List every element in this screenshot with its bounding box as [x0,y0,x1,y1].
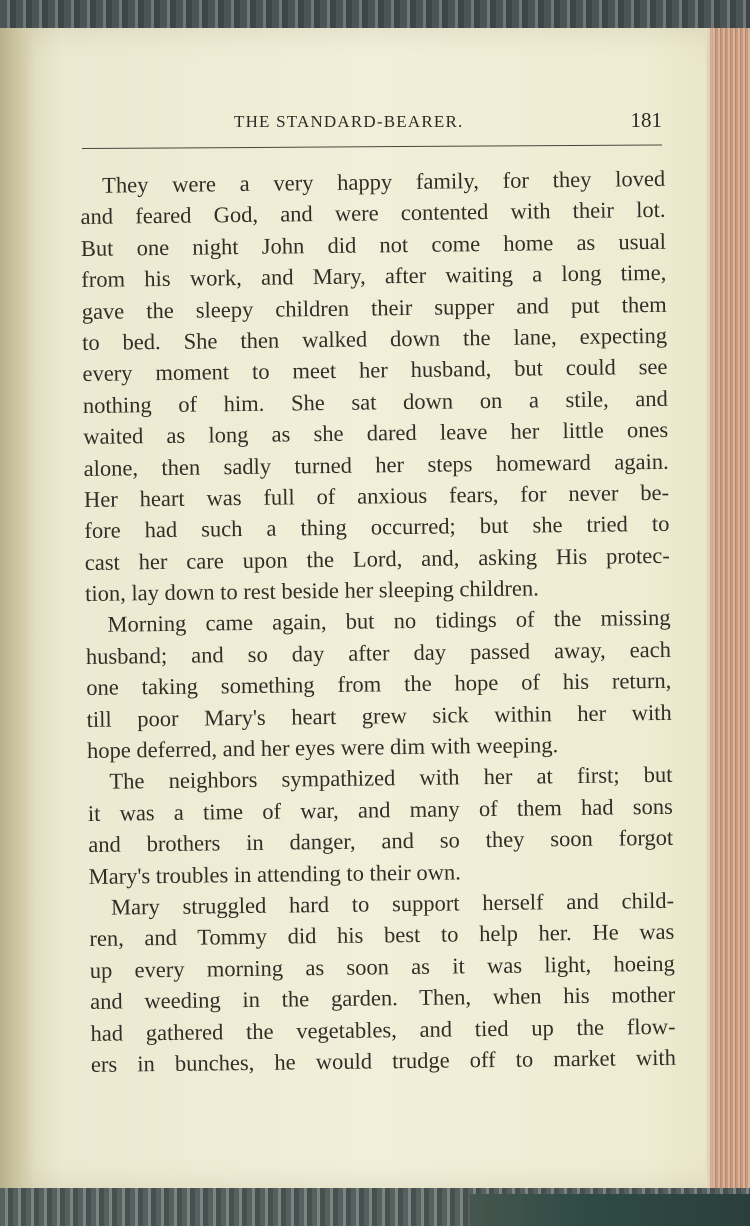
body-text [80,163,676,1080]
text-line: it was a time of war, and many of them had sons [87,793,673,826]
text-line: nothing of him. She sat down on a stile, and [82,385,668,418]
page-number: 181 [630,108,662,132]
text-line: alone, then sadly turned her steps homeward again. [83,448,669,481]
text-line: tion, lay down to rest beside her sleeping children. [85,575,539,607]
text-line: and weeding in the garden. Then, when his mother [90,981,676,1015]
text-line: husband; and so day after day passed away, each [85,636,672,669]
text-line: hope deferred, and her eyes were dim with weeping. [86,732,559,763]
text-line: every moment to meet her husband, but could see [82,354,668,387]
text-line: fore had such a thing occurred; but she tried to [84,511,670,544]
running-title: THE STANDARD-BEARER. [234,112,464,131]
book-cover-top-edge [0,0,750,30]
text-line: till poor Mary's heart grew sick within her with [86,699,672,732]
text-line: Her heart was full of anxious fears, for never be- [83,479,670,512]
text-line: But one night John did not come home as usual [80,228,667,261]
book-cover-bottom-edge [0,1188,750,1226]
text-line: ers in bunches, he would trudge off to market with [90,1044,677,1077]
text-line: Mary struggled hard to support herself and child- [110,887,675,920]
text-line: Morning came again, but no tidings of the missing [107,605,671,638]
text-line: The neighbors sympathized with her at first; but [109,762,673,795]
text-line: and feared God, and were contented with their lot. [80,197,666,230]
text-line: up every morning as soon as it was light, hoeing [89,950,675,983]
page-gutter-shadow [0,28,34,1190]
text-line: from his work, and Mary, after waiting a long time, [81,260,667,293]
text-line: ren, and Tommy did his best to help her. He was [89,919,675,952]
text-line: to bed. She then walked down the lane, expecting [81,322,668,355]
page-header [84,108,662,138]
text-line: They were a very happy family, for they loved [102,165,666,198]
page-fore-edge [706,28,750,1190]
text-line: had gathered the vegetables, and tied up the flow- [90,1013,676,1046]
text-line: Mary's troubles in attending to their own. [88,858,461,889]
text-line: cast her care upon the Lord, and, asking His protec- [84,542,670,575]
text-line: one taking something from the hope of his return, [86,668,672,701]
text-line: waited as long as she dared leave her little ones [83,416,669,450]
text-line: gave the sleepy children their supper and put them [81,291,667,324]
text-line: and brothers in danger, and so they soon forgot [88,825,674,858]
